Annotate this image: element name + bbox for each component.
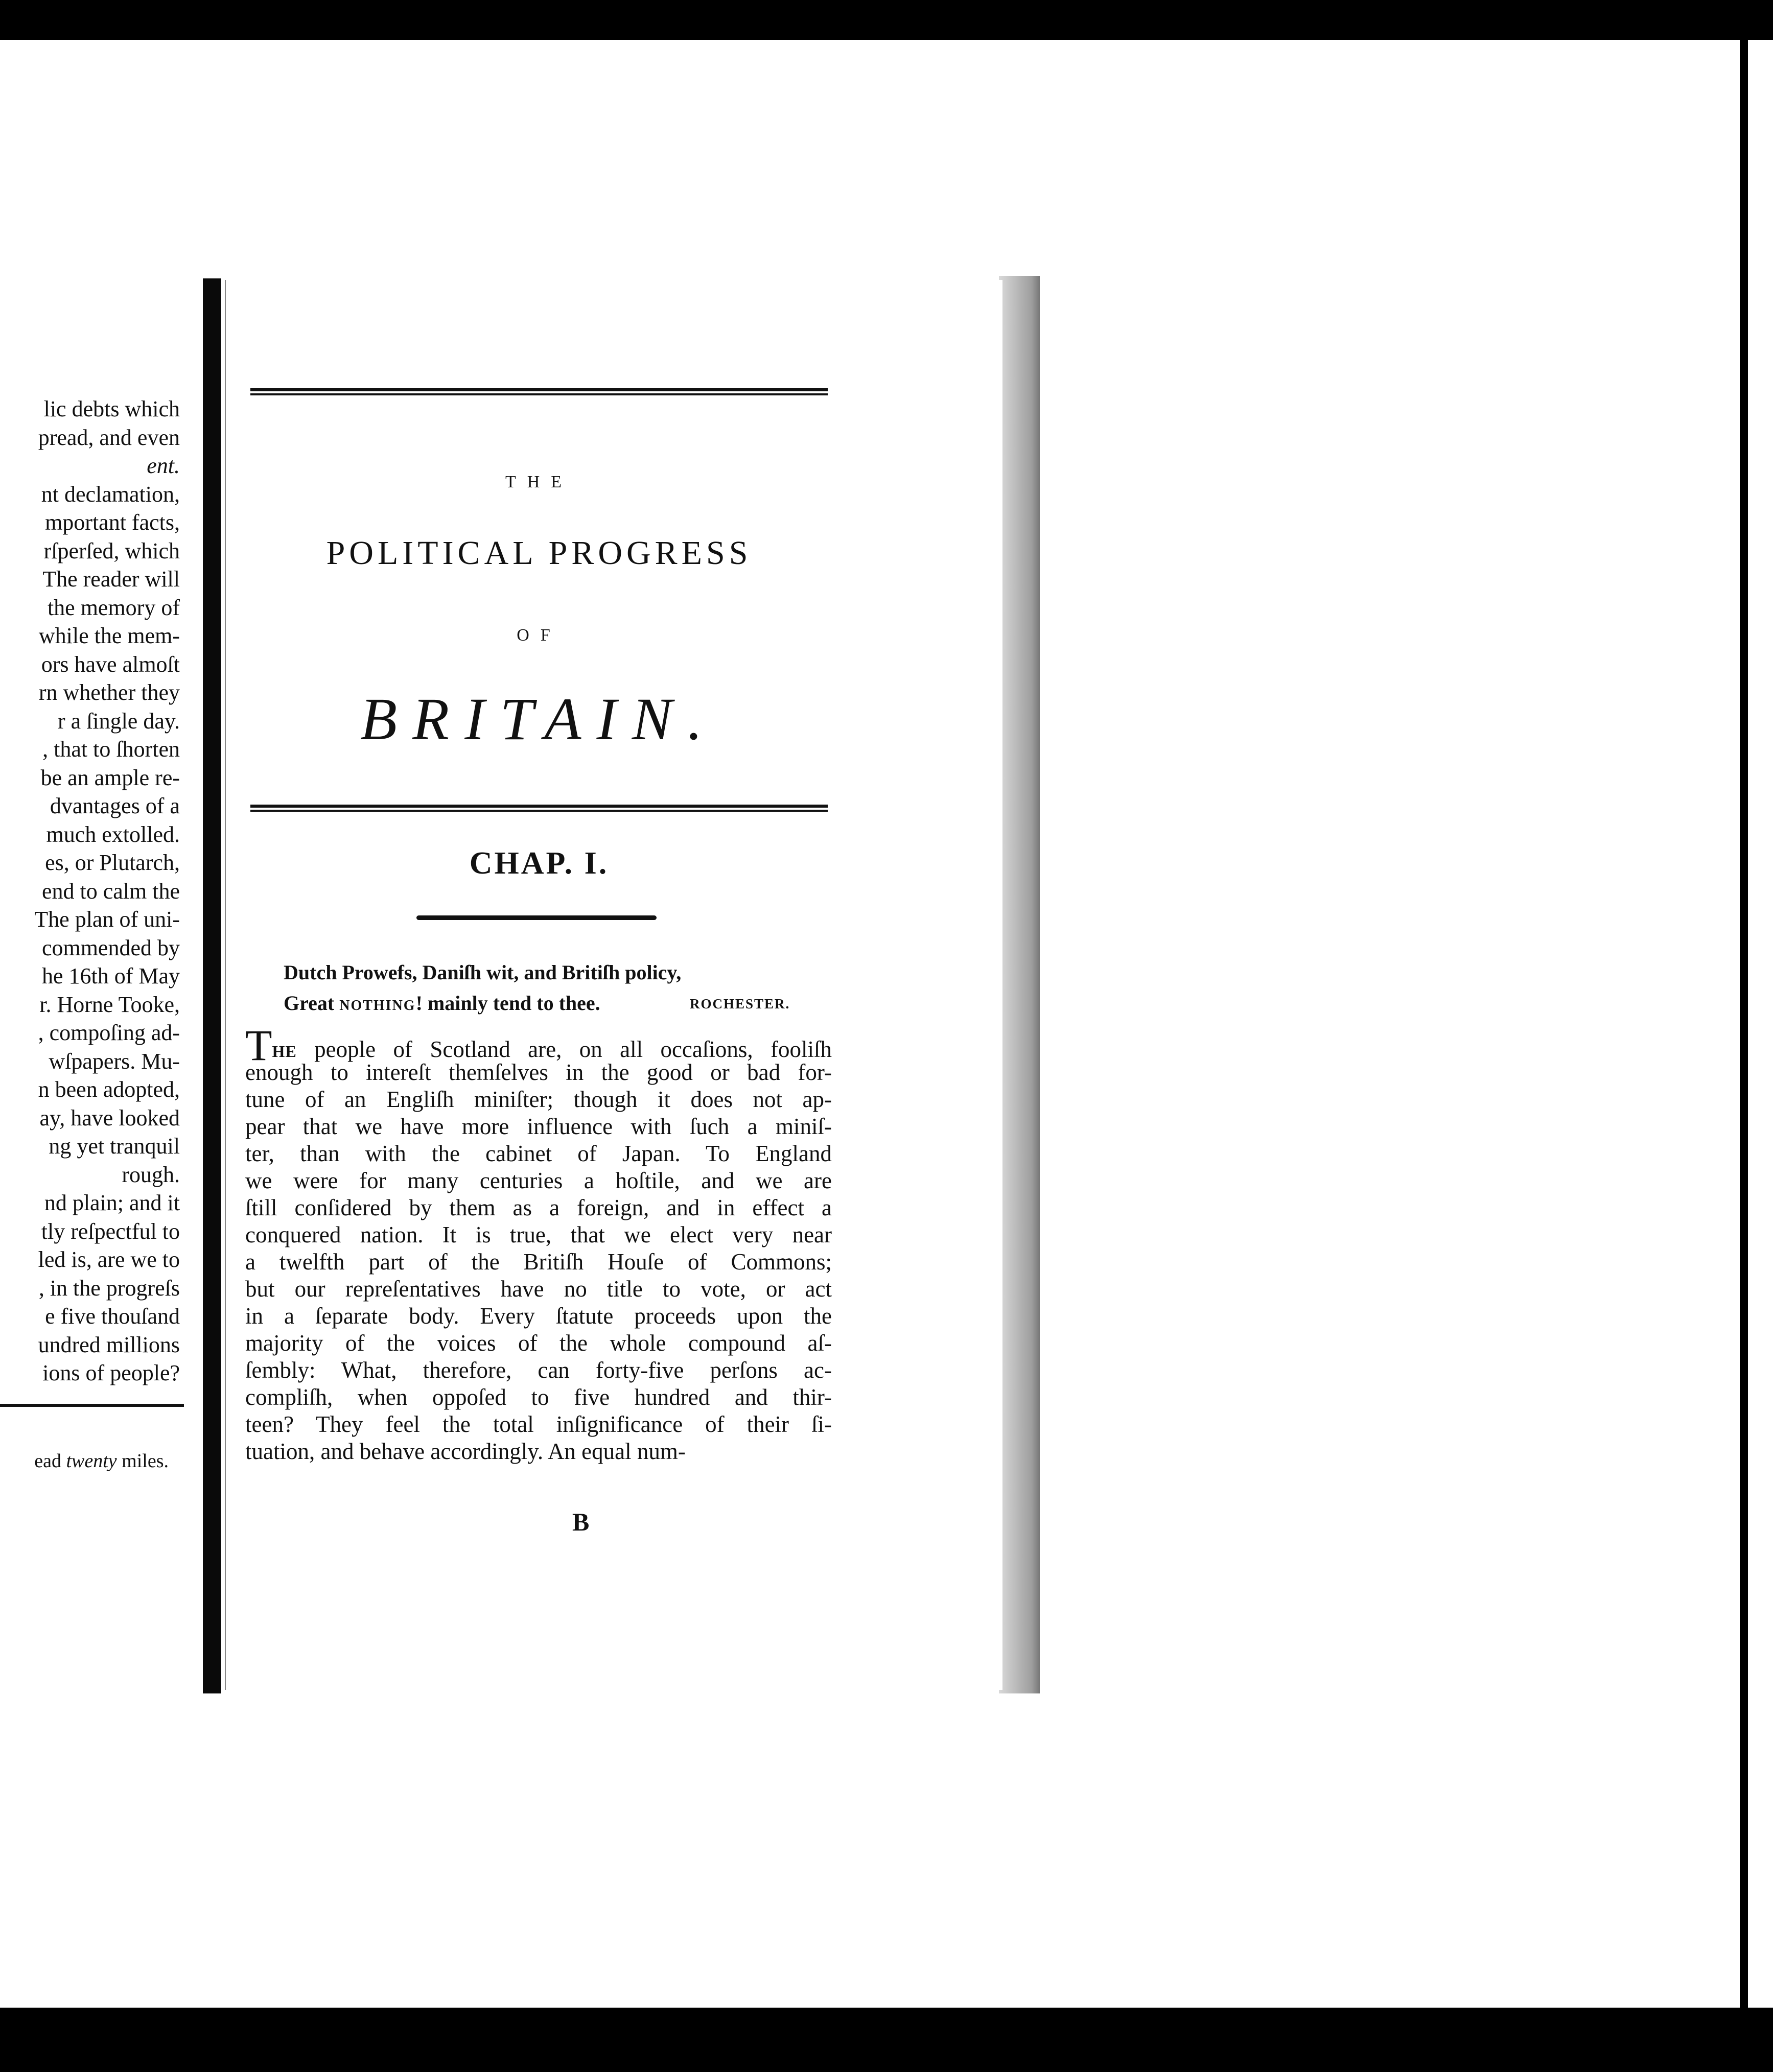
left-text-line: r a ſingle day.	[57, 708, 180, 734]
scan-border-bottom	[0, 2008, 1773, 2072]
left-text-line: nt declamation,	[41, 481, 180, 507]
book-gutter	[203, 278, 221, 1693]
body-line: tune of an Engliſh miniſter; though it does not ap-	[245, 1087, 832, 1112]
left-text-line: mportant facts,	[45, 510, 180, 535]
left-text-line: ng yet tranquil	[49, 1134, 180, 1159]
left-text-line: pread, and even	[38, 425, 180, 450]
left-page-rule	[0, 1404, 184, 1407]
footnote-prefix: ead	[34, 1450, 61, 1472]
body-line: enough to intereſt themſelves in the good or bad for-	[245, 1059, 832, 1085]
body-line	[245, 1021, 832, 1070]
body-line: tuation, and behave accordingly. An equal num-	[245, 1439, 686, 1464]
left-text-line: ent.	[147, 453, 180, 478]
first-word-smallcaps: HE	[272, 1042, 297, 1061]
body-line-text: people of Scotland are, on all occaſions, fooliſh	[314, 1037, 832, 1062]
chapter-heading: CHAP. I.	[469, 846, 609, 881]
body-line: ſtill conſidered by them as a foreign, and in effect a	[245, 1195, 832, 1220]
body-line: we were for many centuries a hoſtile, and we are	[245, 1168, 832, 1193]
body-text	[245, 1021, 832, 1465]
left-page	[0, 280, 204, 1690]
epigraph-text-b: ! mainly tend to thee.	[415, 992, 600, 1015]
chapter-rule	[416, 915, 657, 920]
left-text-line: commended by	[41, 935, 180, 960]
left-text-line: ors have almoſt	[41, 651, 180, 677]
left-text-line: while the mem-	[38, 623, 180, 648]
left-text-line: The reader will	[42, 567, 180, 592]
title-the: THE	[505, 473, 573, 491]
drop-cap: T	[245, 1021, 272, 1070]
title-of: OF	[517, 626, 562, 645]
left-text-line: end to calm the	[41, 878, 180, 904]
body-line: pear that we have more influence with ſuch a miniſ-	[245, 1114, 832, 1139]
left-text-line: ay, have looked	[39, 1105, 180, 1131]
left-text-line: e five thouſand	[45, 1304, 180, 1329]
signature-mark: B	[572, 1508, 590, 1536]
left-text-line: lic debts which	[43, 396, 180, 421]
left-text-line: rn whether they	[38, 680, 180, 705]
scan-border-right	[1740, 31, 1748, 2013]
left-text-line: nd plain; and it	[44, 1190, 180, 1215]
footnote-suffix: miles.	[122, 1450, 169, 1472]
left-text-line: be an ample re-	[40, 765, 180, 790]
left-text-line: n been adopted,	[38, 1077, 180, 1102]
middle-double-rule	[250, 805, 828, 814]
left-text-line: ions of people?	[42, 1360, 180, 1385]
body-line: conquered nation. It is true, that we elect very near	[245, 1222, 832, 1247]
scan-border-top	[0, 0, 1773, 40]
body-line: teen? They feel the total inſignificance of their ſi-	[245, 1411, 832, 1437]
left-page-footnote	[34, 1450, 169, 1472]
left-text-line: rough.	[122, 1162, 180, 1187]
title-britain: BRITAIN.	[360, 686, 718, 752]
left-text-line: he 16th of May	[41, 963, 180, 988]
left-text-line: dvantages of a	[50, 793, 180, 818]
left-text-line: wſpapers. Mu-	[49, 1048, 180, 1074]
body-line: but our repreſentatives have no title to vote, or act	[245, 1276, 832, 1302]
left-text-line: es, or Plutarch,	[45, 850, 180, 875]
body-line: ter, than with the cabinet of Japan. To England	[245, 1141, 832, 1166]
footnote-italic: twenty	[66, 1450, 117, 1472]
left-text-line: the memory of	[47, 595, 180, 620]
left-text-line: , in the progreſs	[38, 1275, 180, 1301]
left-text-line: led is, are we to	[38, 1247, 180, 1272]
body-line: a twelfth part of the Britiſh Houſe of Commons;	[245, 1249, 832, 1275]
page-edges	[999, 276, 1040, 1693]
left-text-line: undred millions	[38, 1332, 180, 1357]
epigraph-author: ROCHESTER.	[690, 996, 790, 1011]
title-main: POLITICAL PROGRESS	[326, 534, 752, 572]
left-text-line: tly reſpectful to	[41, 1218, 180, 1244]
left-text-line: , compoſing ad-	[38, 1020, 180, 1045]
left-text-line: , that to ſhorten	[42, 737, 180, 762]
body-line: in a ſeparate body. Every ſtatute proceeds upon the	[245, 1303, 832, 1329]
body-line: ſembly: What, therefore, can forty-five perſons ac-	[245, 1357, 832, 1383]
left-text-line: rſperſed, which	[43, 538, 180, 563]
body-line: compliſh, when oppoſed to five hundred and thir-	[245, 1384, 832, 1410]
body-line: majority of the voices of the whole compound aſ-	[245, 1330, 832, 1356]
epigraph-text-a: Great	[284, 992, 335, 1015]
left-text-line: r. Horne Tooke,	[39, 992, 180, 1017]
top-double-rule	[250, 388, 828, 397]
left-text-line: much extolled.	[46, 821, 180, 847]
left-page-text	[0, 395, 180, 1387]
epigraph-line-1: Dutch Prowefs, Daniſh wit, and Britiſh policy,	[284, 961, 682, 984]
left-text-line: The plan of uni-	[34, 907, 180, 932]
epigraph-smallcaps: NOTHING	[339, 998, 416, 1014]
